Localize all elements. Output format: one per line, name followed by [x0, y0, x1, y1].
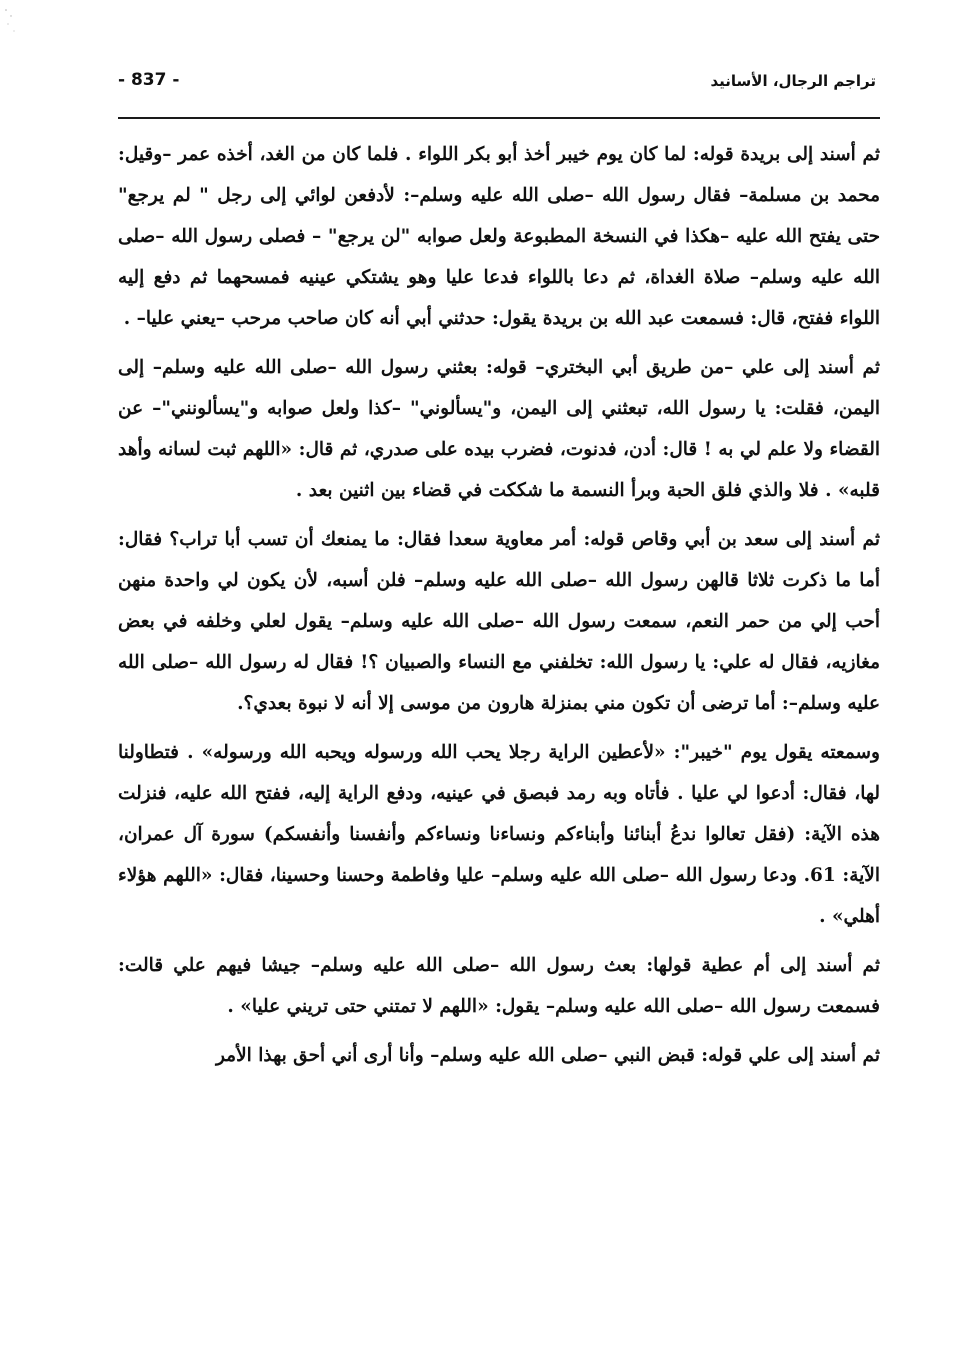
paragraph: ثم أسند إلى بريدة قوله: لما كان يوم خيبر أخذ أبو بكر اللواء . فلما كان من الغد، أخذه عمر –وقيل: محمد بن مسلمة– فقال رسول الله –صلى الله عليه وسلم–: لأدفعن لوائي إلى رجل " لم يرجع" حتى يفتح الله عليه –هكذا في النسخة المطبوعة ولعل صوابه "لن يرجع" – فصلى رسول الله –صلى الله عليه وسلم– صلاة الغداة، ثم دعا باللواء فدعا عليا وهو يشتكي عينيه فمسحهما ثم دفع إليه اللواء ففتح، قال: فسمعت عبد الله بن بريدة يقول: حدثني أبي أنه كان صاحب مرحب –يعني عليا– .: [118, 144, 880, 329]
running-title: تراجم الرجال، الأسانيد: [710, 72, 876, 90]
main-text: [118, 134, 880, 1084]
paragraph: ثم أسند إلى سعد بن أبي وقاص قوله: أمر معاوية سعدا فقال: ما يمنعك أن تسب أبا تراب؟ فقال: أما ما ذكرت ثلاثا قالهن رسول الله –صلى الله عليه وسلم– فلن أسبه، لأن يكون لي واحدة منهن أحب إلي من حمر النعم، سمعت رسول الله –صلى الله عليه وسلم– يقول لعلي وخلفه في بعض مغازيه، فقال له علي: يا رسول الله: تخلفني مع النساء والصبيان ؟! فقال له رسول الله –صلى الله عليه وسلم–: أما ترضى أن تكون مني بمنزلة هارون من موسى إلا أنه لا نبوة بعدي؟.: [118, 529, 880, 714]
header-divider: [118, 117, 880, 119]
page-number: - 837 -: [118, 70, 180, 90]
scan-artifact: [2, 4, 22, 40]
paragraph: ثم أسند إلى علي –من طريق أبي البختري– قوله: بعثني رسول الله –صلى الله عليه وسلم– إلى اليمن، فقلت: يا رسول الله، تبعثني إلى اليمن، و"يسألوني" –كذا ولعل صوابه و"يسألونني"– عن القضاء ولا علم لي به ! قال: أدن، فدنوت، فضرب بيده على صدري، ثم قال: «اللهم ثبت لسانه وأهد قلبه» . فلا والذي فلق الحبة وبرأ النسمة ما شككت في قضاء بين اثنين بعد .: [118, 357, 881, 501]
scan-speck-icon: [2, 4, 22, 40]
paragraph: وسمعته يقول يوم "خيبر": «لأعطين الراية رجلا يحب الله ورسوله ويحبه الله ورسوله» . فتطاولنا لها، فقال: أدعوا لي عليا . فأتاه وبه رمد فبصق في عينيه، ودفع الراية إليه، ففتح الله عليه، فنزلت هذه الآية: (فقل تعالوا ندعُ أبنائنا وأبناءكم ونساءنا ونساءكم وأنفسنا وأنفسكم) سورة آل عمران، الآية: 61. ودعا رسول الله –صلى الله عليه وسلم– عليا وفاطمة وحسنا وحسينا، فقال: «اللهم هؤلاء أهلي» .: [118, 742, 880, 927]
paragraph: ثم أسند إلى علي قوله: قبض النبي –صلى الله عليه وسلم– وأنا أرى أني أحق بهذا الأمر: [215, 1045, 880, 1066]
page-header: [118, 64, 876, 104]
paragraph: ثم أسند إلى أم عطية قولها: بعث رسول الله –صلى الله عليه وسلم– جيشا فيهم علي قالت: فسمعت رسول الله –صلى الله عليه وسلم– يقول: «اللهم لا تمتني حتى تريني عليا» .: [118, 955, 880, 1017]
